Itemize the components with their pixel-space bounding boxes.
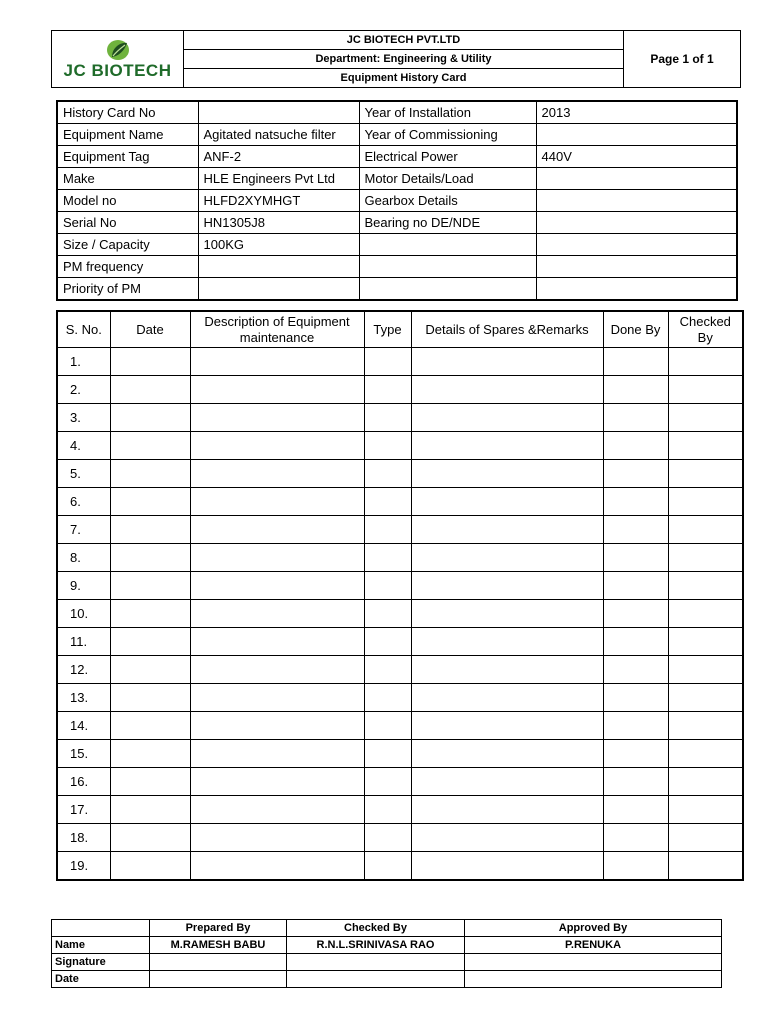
serial-number: 18. <box>57 824 110 852</box>
info-label: PM frequency <box>57 256 198 278</box>
empty-cell <box>411 488 603 516</box>
empty-cell <box>190 824 364 852</box>
empty-cell <box>110 460 190 488</box>
info-row <box>57 212 737 234</box>
info-label: Year of Commissioning <box>359 124 536 146</box>
empty-cell <box>603 348 668 376</box>
info-label: Electrical Power <box>359 146 536 168</box>
serial-number: 6. <box>57 488 110 516</box>
empty-cell <box>364 572 411 600</box>
empty-cell <box>364 404 411 432</box>
empty-cell <box>364 432 411 460</box>
empty-cell <box>190 516 364 544</box>
table-row <box>57 488 743 516</box>
empty-cell <box>603 432 668 460</box>
info-value <box>198 256 359 278</box>
approval-value <box>287 971 465 988</box>
empty-cell <box>190 544 364 572</box>
info-label <box>359 278 536 301</box>
empty-cell <box>52 920 150 937</box>
info-value <box>198 278 359 301</box>
empty-cell <box>668 852 743 881</box>
empty-cell <box>603 572 668 600</box>
empty-cell <box>190 740 364 768</box>
serial-number: 2. <box>57 376 110 404</box>
info-value: HLE Engineers Pvt Ltd <box>198 168 359 190</box>
info-label: Equipment Name <box>57 124 198 146</box>
empty-cell <box>110 348 190 376</box>
serial-number: 14. <box>57 712 110 740</box>
page-number: Page 1 of 1 <box>624 31 741 88</box>
empty-cell <box>110 684 190 712</box>
info-label: Model no <box>57 190 198 212</box>
empty-cell <box>364 684 411 712</box>
leaf-logo-icon <box>103 37 133 63</box>
empty-cell <box>668 572 743 600</box>
empty-cell <box>190 572 364 600</box>
serial-number: 12. <box>57 656 110 684</box>
empty-cell <box>668 600 743 628</box>
column-header: Checked By <box>287 920 465 937</box>
approval-value: R.N.L.SRINIVASA RAO <box>287 937 465 954</box>
info-label: Equipment Tag <box>57 146 198 168</box>
empty-cell <box>364 600 411 628</box>
info-label <box>359 256 536 278</box>
table-row <box>57 460 743 488</box>
equipment-info-table <box>56 100 738 301</box>
serial-number: 5. <box>57 460 110 488</box>
empty-cell <box>110 656 190 684</box>
empty-cell <box>190 488 364 516</box>
info-value <box>536 212 737 234</box>
approval-value <box>465 954 722 971</box>
empty-cell <box>411 432 603 460</box>
empty-cell <box>110 824 190 852</box>
row-label: Signature <box>52 954 150 971</box>
info-value <box>536 124 737 146</box>
company-name: JC BIOTECH PVT.LTD <box>184 31 624 50</box>
empty-cell <box>411 656 603 684</box>
empty-cell <box>190 684 364 712</box>
empty-cell <box>190 628 364 656</box>
empty-cell <box>411 516 603 544</box>
empty-cell <box>364 852 411 881</box>
column-header: Prepared By <box>150 920 287 937</box>
empty-cell <box>603 824 668 852</box>
serial-number: 4. <box>57 432 110 460</box>
info-value: ANF-2 <box>198 146 359 168</box>
row-label: Date <box>52 971 150 988</box>
table-row <box>57 600 743 628</box>
empty-cell <box>364 460 411 488</box>
column-header: Checked By <box>668 311 743 348</box>
empty-cell <box>603 516 668 544</box>
info-value: HN1305J8 <box>198 212 359 234</box>
info-row <box>57 234 737 256</box>
empty-cell <box>411 824 603 852</box>
empty-cell <box>411 376 603 404</box>
table-row <box>57 516 743 544</box>
approval-row <box>52 971 722 988</box>
empty-cell <box>668 768 743 796</box>
empty-cell <box>668 740 743 768</box>
table-row <box>57 796 743 824</box>
empty-cell <box>603 404 668 432</box>
table-row <box>57 684 743 712</box>
table-row <box>57 852 743 881</box>
approval-value <box>150 954 287 971</box>
serial-number: 19. <box>57 852 110 881</box>
empty-cell <box>110 852 190 881</box>
empty-cell <box>411 852 603 881</box>
empty-cell <box>110 572 190 600</box>
empty-cell <box>364 824 411 852</box>
empty-cell <box>190 600 364 628</box>
serial-number: 11. <box>57 628 110 656</box>
approval-value: M.RAMESH BABU <box>150 937 287 954</box>
info-row <box>57 168 737 190</box>
empty-cell <box>364 376 411 404</box>
info-label: Gearbox Details <box>359 190 536 212</box>
empty-cell <box>603 740 668 768</box>
info-value: 2013 <box>536 101 737 124</box>
serial-number: 3. <box>57 404 110 432</box>
serial-number: 17. <box>57 796 110 824</box>
empty-cell <box>603 796 668 824</box>
empty-cell <box>603 628 668 656</box>
serial-number: 10. <box>57 600 110 628</box>
empty-cell <box>190 768 364 796</box>
table-row <box>57 572 743 600</box>
serial-number: 7. <box>57 516 110 544</box>
info-value: HLFD2XYMHGT <box>198 190 359 212</box>
info-label: History Card No <box>57 101 198 124</box>
info-value <box>536 168 737 190</box>
serial-number: 1. <box>57 348 110 376</box>
table-row <box>57 432 743 460</box>
empty-cell <box>411 712 603 740</box>
info-row <box>57 190 737 212</box>
info-value <box>536 234 737 256</box>
empty-cell <box>411 684 603 712</box>
info-row <box>57 101 737 124</box>
empty-cell <box>190 796 364 824</box>
empty-cell <box>364 488 411 516</box>
info-label: Serial No <box>57 212 198 234</box>
empty-cell <box>603 376 668 404</box>
table-row <box>57 628 743 656</box>
table-row <box>57 544 743 572</box>
approval-value: P.RENUKA <box>465 937 722 954</box>
info-label: Priority of PM <box>57 278 198 301</box>
empty-cell <box>603 684 668 712</box>
empty-cell <box>603 768 668 796</box>
empty-cell <box>364 516 411 544</box>
empty-cell <box>668 348 743 376</box>
info-value: 440V <box>536 146 737 168</box>
empty-cell <box>411 768 603 796</box>
info-value <box>198 101 359 124</box>
empty-cell <box>364 740 411 768</box>
department: Department: Engineering & Utility <box>184 50 624 69</box>
empty-cell <box>110 628 190 656</box>
empty-cell <box>411 572 603 600</box>
empty-cell <box>603 656 668 684</box>
column-header: Done By <box>603 311 668 348</box>
document-title: Equipment History Card <box>184 69 624 88</box>
table-row <box>57 740 743 768</box>
empty-cell <box>668 796 743 824</box>
table-row <box>57 404 743 432</box>
table-row <box>57 824 743 852</box>
serial-number: 13. <box>57 684 110 712</box>
empty-cell <box>411 460 603 488</box>
column-header: Approved By <box>465 920 722 937</box>
empty-cell <box>110 768 190 796</box>
log-header-row <box>57 311 743 348</box>
company-logo <box>52 31 184 88</box>
empty-cell <box>364 712 411 740</box>
serial-number: 8. <box>57 544 110 572</box>
column-header: Description of Equipment maintenance <box>190 311 364 348</box>
info-label <box>359 234 536 256</box>
empty-cell <box>668 824 743 852</box>
table-row <box>57 376 743 404</box>
empty-cell <box>668 656 743 684</box>
empty-cell <box>668 460 743 488</box>
column-header: Type <box>364 311 411 348</box>
empty-cell <box>411 544 603 572</box>
empty-cell <box>668 544 743 572</box>
empty-cell <box>411 600 603 628</box>
empty-cell <box>190 376 364 404</box>
empty-cell <box>668 684 743 712</box>
empty-cell <box>110 404 190 432</box>
empty-cell <box>364 656 411 684</box>
info-label: Motor Details/Load <box>359 168 536 190</box>
table-row <box>57 768 743 796</box>
empty-cell <box>110 544 190 572</box>
info-value <box>536 256 737 278</box>
empty-cell <box>364 796 411 824</box>
empty-cell <box>110 432 190 460</box>
empty-cell <box>411 628 603 656</box>
empty-cell <box>411 348 603 376</box>
logo-text: JC BIOTECH <box>63 61 172 80</box>
empty-cell <box>190 432 364 460</box>
empty-cell <box>190 348 364 376</box>
table-row <box>57 656 743 684</box>
approval-header-row <box>52 920 722 937</box>
serial-number: 15. <box>57 740 110 768</box>
empty-cell <box>364 348 411 376</box>
row-label: Name <box>52 937 150 954</box>
approval-row <box>52 937 722 954</box>
empty-cell <box>190 712 364 740</box>
info-label: Year of Installation <box>359 101 536 124</box>
empty-cell <box>668 404 743 432</box>
info-label: Bearing no DE/NDE <box>359 212 536 234</box>
empty-cell <box>364 768 411 796</box>
table-row <box>57 712 743 740</box>
maintenance-log-table <box>56 310 744 881</box>
approval-value <box>287 954 465 971</box>
approval-value <box>465 971 722 988</box>
empty-cell <box>110 376 190 404</box>
info-label: Make <box>57 168 198 190</box>
approval-row <box>52 954 722 971</box>
column-header: S. No. <box>57 311 110 348</box>
serial-number: 16. <box>57 768 110 796</box>
empty-cell <box>411 796 603 824</box>
serial-number: 9. <box>57 572 110 600</box>
empty-cell <box>110 600 190 628</box>
empty-cell <box>668 628 743 656</box>
info-value: 100KG <box>198 234 359 256</box>
empty-cell <box>668 516 743 544</box>
info-value: Agitated natsuche filter <box>198 124 359 146</box>
empty-cell <box>603 488 668 516</box>
empty-cell <box>668 488 743 516</box>
empty-cell <box>110 516 190 544</box>
empty-cell <box>603 544 668 572</box>
approval-value <box>150 971 287 988</box>
empty-cell <box>603 460 668 488</box>
info-row <box>57 124 737 146</box>
info-row <box>57 256 737 278</box>
empty-cell <box>603 852 668 881</box>
table-row <box>57 348 743 376</box>
info-value <box>536 278 737 301</box>
empty-cell <box>603 600 668 628</box>
empty-cell <box>110 488 190 516</box>
empty-cell <box>190 460 364 488</box>
info-value <box>536 190 737 212</box>
empty-cell <box>668 432 743 460</box>
approval-table <box>51 919 722 988</box>
empty-cell <box>411 740 603 768</box>
column-header: Details of Spares &Remarks <box>411 311 603 348</box>
empty-cell <box>603 712 668 740</box>
info-row <box>57 278 737 301</box>
empty-cell <box>364 544 411 572</box>
empty-cell <box>190 852 364 881</box>
empty-cell <box>668 712 743 740</box>
empty-cell <box>110 796 190 824</box>
empty-cell <box>110 712 190 740</box>
empty-cell <box>190 656 364 684</box>
empty-cell <box>110 740 190 768</box>
column-header: Date <box>110 311 190 348</box>
empty-cell <box>190 404 364 432</box>
document-header <box>51 30 741 88</box>
empty-cell <box>411 404 603 432</box>
empty-cell <box>364 628 411 656</box>
info-label: Size / Capacity <box>57 234 198 256</box>
info-row <box>57 146 737 168</box>
empty-cell <box>668 376 743 404</box>
